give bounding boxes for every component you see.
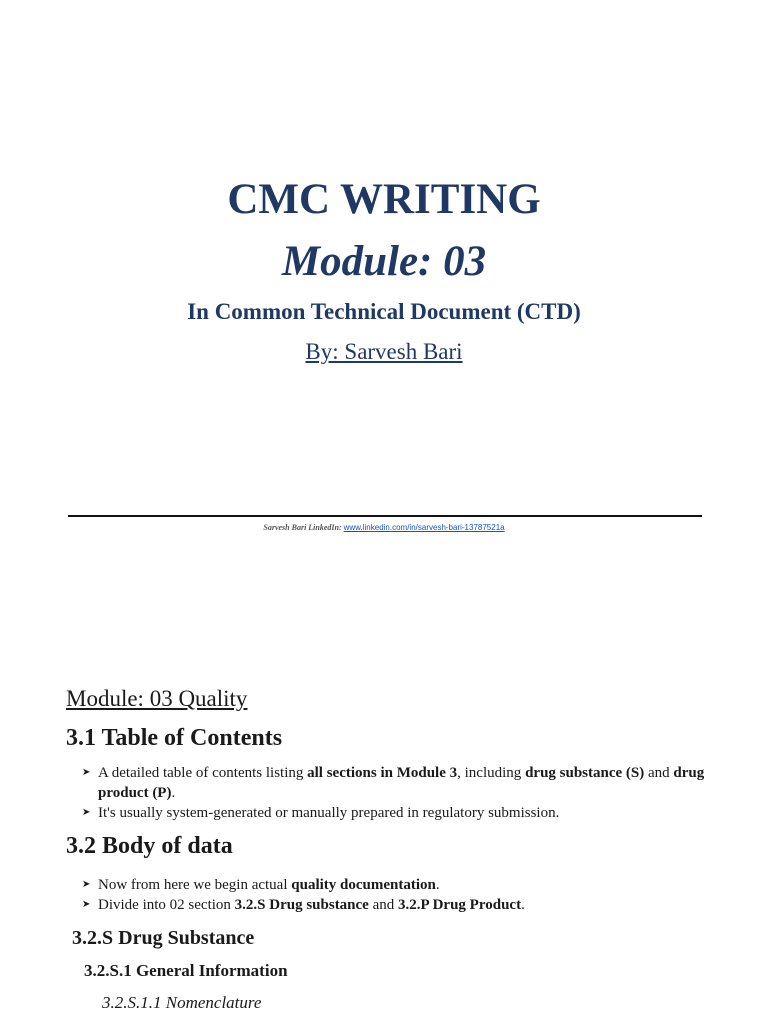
author-text: By: Sarvesh Bari	[305, 339, 463, 364]
text-run: Now from here we begin actual	[98, 877, 292, 893]
module-title: Module: 03	[281, 238, 487, 285]
arrowhead-bullet-icon: ➤	[82, 807, 91, 818]
linkedin-link[interactable]: www.linkedin.com/in/sarvesh-bari-13787521a	[343, 523, 505, 532]
bold-text: quality documentation	[291, 877, 436, 893]
bullet-list-3-1	[82, 763, 722, 823]
section-heading-3-2-s: 3.2.S Drug Substance	[72, 927, 255, 949]
section-heading-3-1: 3.1 Table of Contents	[66, 725, 283, 751]
page-heading: Module: 03 Quality	[66, 686, 248, 711]
bold-text: drug substance (S)	[525, 765, 645, 781]
arrowhead-bullet-icon: ➤	[82, 899, 91, 910]
text-run: Divide into 02 section	[98, 897, 235, 913]
text-run: , including	[457, 765, 526, 781]
bold-text: 3.2.P Drug Product	[398, 897, 522, 913]
list-item	[82, 895, 722, 915]
bold-text: drug product (P)	[98, 765, 705, 801]
text-run: It's usually system-generated or manually prepared in regulatory submission.	[98, 805, 560, 821]
list-item	[82, 803, 722, 823]
document-subtitle: In Common Technical Document (CTD)	[187, 299, 581, 324]
page-footer	[0, 522, 768, 534]
arrowhead-bullet-icon: ➤	[82, 767, 91, 778]
footer-divider	[68, 515, 702, 517]
text-run: .	[521, 897, 525, 913]
section-heading-3-2: 3.2 Body of data	[66, 833, 233, 859]
list-item	[82, 875, 722, 895]
section-heading-3-2-s-1-1: 3.2.S.1.1 Nomenclature	[102, 993, 262, 1012]
text-run: and	[368, 897, 399, 913]
text-run: A detailed table of contents listing	[98, 765, 308, 781]
author-line	[0, 337, 768, 367]
text-run: .	[171, 785, 176, 801]
bold-text: 3.2.S Drug substance	[234, 897, 369, 913]
bold-text: all sections in Module 3	[307, 765, 458, 781]
text-run: and	[644, 765, 674, 781]
section-heading-3-2-s-1: 3.2.S.1 General Information	[84, 961, 288, 980]
footer-label: Sarvesh Bari LinkedIn:	[263, 523, 342, 532]
text-run: .	[435, 877, 440, 893]
bullet-list-3-2	[82, 875, 722, 915]
list-item	[82, 763, 722, 803]
arrowhead-bullet-icon: ➤	[82, 879, 91, 890]
document-title: CMC WRITING	[227, 176, 541, 223]
